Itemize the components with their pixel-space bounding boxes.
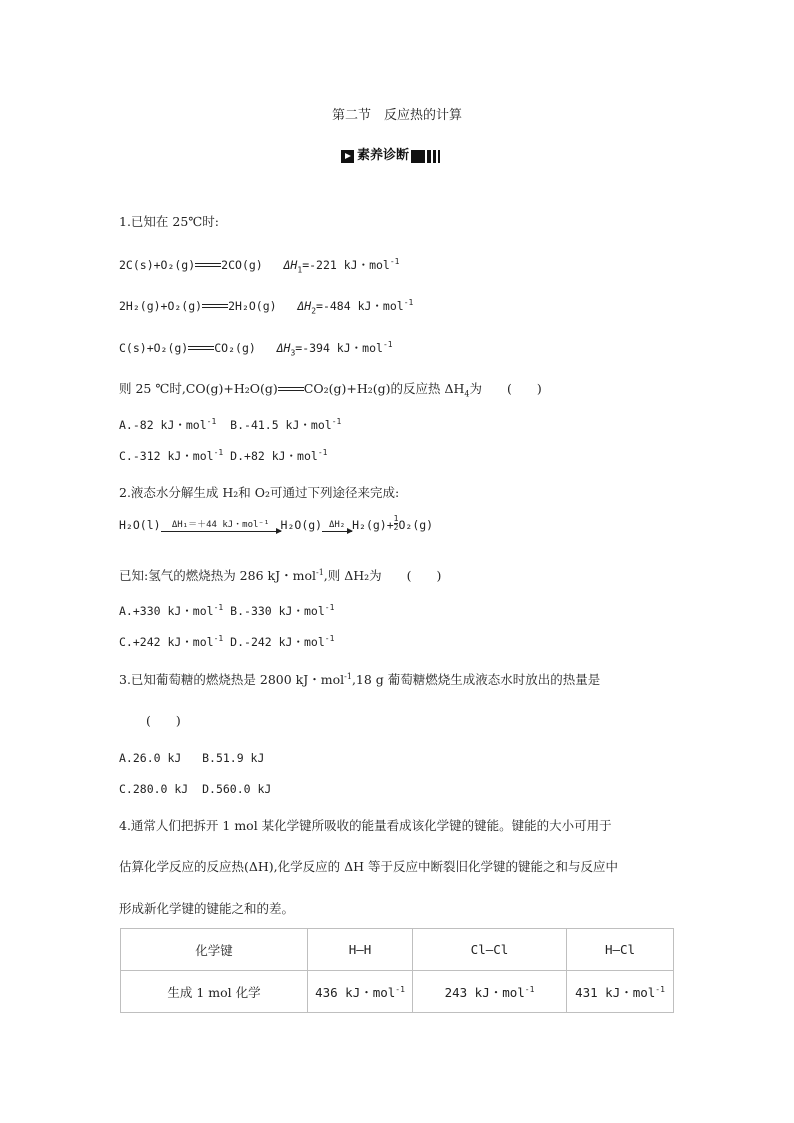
banner-label: 素养诊断 <box>357 148 410 163</box>
banner-bar-2 <box>427 150 431 163</box>
q1-equation-3 <box>119 340 393 356</box>
table-cell: 436 kJ・mol$^{-1}$ <box>308 971 413 1013</box>
question-sub: 4 <box>464 389 470 399</box>
q2-options-row-2 <box>119 634 334 650</box>
q1-equation-1 <box>119 257 400 273</box>
eq-right: CO₂(g) <box>214 341 256 355</box>
delta-h: ΔH <box>276 341 291 355</box>
table-row <box>121 971 674 1013</box>
known-exp: -1 <box>315 567 324 577</box>
table-header-cell: H—H <box>308 929 413 971</box>
arrow-1-label: ΔH₁＝＋44 kJ・mol⁻¹ <box>171 520 270 530</box>
q2-options-row-1 <box>119 603 334 619</box>
stem-pre: 3.已知葡萄糖的燃烧热是 2800 kJ・mol <box>119 672 345 687</box>
dh-sub: 3 <box>290 348 296 358</box>
q1-equation-2 <box>119 298 413 314</box>
table-row-label: 生成 1 mol 化学 <box>121 971 308 1013</box>
bond-energy-table <box>120 928 674 1013</box>
option-d[interactable]: D.+82 kJ・mol$^{-1}$ <box>230 448 328 463</box>
known-pre: 已知:氢气的燃烧热为 286 kJ・mol <box>119 568 316 583</box>
unit-exp: -1 <box>382 340 393 350</box>
q1-question <box>119 381 542 397</box>
table-cell: 243 kJ・mol$^{-1}$ <box>413 971 567 1013</box>
eq-right: 2H₂O(g) <box>228 299 277 313</box>
equals-sign <box>202 303 228 311</box>
fraction-half: $\frac{1}{2}$ <box>393 514 399 532</box>
path-start: H₂O(l) <box>119 518 161 532</box>
option-b[interactable]: B.51.9 kJ <box>202 751 265 765</box>
dh-sub: 1 <box>297 265 303 275</box>
section-banner <box>341 148 440 164</box>
q3-options-row-2 <box>119 781 271 797</box>
section-title: 第二节 反应热的计算 <box>331 108 462 123</box>
equals-sign <box>278 386 304 394</box>
path-end-a: H₂(g)+ <box>352 518 394 532</box>
table-header-cell: Cl—Cl <box>413 929 567 971</box>
path-mid: H₂O(g) <box>280 518 323 532</box>
q3-options-row-1 <box>119 750 264 766</box>
option-c[interactable]: C.280.0 kJ <box>119 782 189 796</box>
q4-line-1: 4.通常人们把拆开 1 mol 某化学键所吸收的能量看成该化学键的键能。键能的大小可用于 <box>119 818 612 833</box>
q2-pathway <box>119 515 433 545</box>
arrow-2 <box>322 520 352 532</box>
option-a[interactable]: A.26.0 kJ <box>119 751 182 765</box>
eq-left: C(s)+O₂(g) <box>119 341 189 355</box>
question-mid: CO₂(g)+H₂(g)的反应热 ΔH <box>303 381 465 396</box>
play-icon <box>341 150 354 163</box>
known-post: ,则 ΔH₂为 ( ) <box>323 568 442 583</box>
q4-line-2: 估算化学反应的反应热(ΔH),化学反应的 ΔH 等于反应中断裂旧化学键的键能之和与反应中 <box>119 859 619 874</box>
equals-sign <box>195 262 221 270</box>
q2-known <box>119 568 441 584</box>
dh-value: =-221 kJ・mol <box>302 258 390 272</box>
q1-options-row-1 <box>119 417 341 433</box>
eq-left: 2C(s)+O₂(g) <box>119 258 196 272</box>
question-post: 为 ( ) <box>469 381 542 396</box>
stem-exp: -1 <box>344 671 352 681</box>
banner-bar-1 <box>411 150 425 163</box>
eq-right: 2CO(g) <box>221 258 263 272</box>
option-c[interactable]: C.+242 kJ・mol$^{-1}$ <box>119 634 224 649</box>
table-header-cell: H—Cl <box>567 929 674 971</box>
table-header-row <box>121 929 674 971</box>
option-d[interactable]: D.-242 kJ・mol$^{-1}$ <box>230 634 335 649</box>
option-a[interactable]: A.+330 kJ・mol$^{-1}$ <box>119 603 224 618</box>
unit-exp: -1 <box>403 298 414 308</box>
unit-exp: -1 <box>389 257 400 267</box>
option-b[interactable]: B.-41.5 kJ・mol$^{-1}$ <box>230 417 342 432</box>
equals-sign <box>188 345 214 353</box>
q4-line-3: 形成新化学键的键能之和的差。 <box>119 901 295 916</box>
banner-bar-3 <box>433 150 436 163</box>
option-a[interactable]: A.-82 kJ・mol$^{-1}$ <box>119 417 217 432</box>
dh-value: =-484 kJ・mol <box>316 299 404 313</box>
q3-stem <box>119 672 600 688</box>
path-end-b: O₂(g) <box>398 518 434 532</box>
option-d[interactable]: D.560.0 kJ <box>202 782 272 796</box>
q2-stem: 2.液态水分解生成 H₂和 O₂可通过下列途径来完成: <box>119 485 400 500</box>
arrow-1 <box>161 520 281 532</box>
table-header-cell: 化学键 <box>121 929 308 971</box>
arrow-2-label: ΔH₂ <box>328 520 346 530</box>
q1-stem: 1.已知在 25℃时: <box>119 214 220 229</box>
q1-options-row-2 <box>119 448 327 464</box>
option-c[interactable]: C.-312 kJ・mol$^{-1}$ <box>119 448 224 463</box>
banner-bar-4 <box>438 150 440 163</box>
dh-value: =-394 kJ・mol <box>295 341 383 355</box>
dh-sub: 2 <box>311 306 317 316</box>
eq-left: 2H₂(g)+O₂(g) <box>119 299 203 313</box>
option-b[interactable]: B.-330 kJ・mol$^{-1}$ <box>230 603 335 618</box>
delta-h: ΔH <box>283 258 298 272</box>
delta-h: ΔH <box>297 299 312 313</box>
question-pre: 则 25 ℃时,CO(g)+H₂O(g) <box>119 381 278 396</box>
q3-paren: ( ) <box>146 713 181 728</box>
stem-post: ,18 g 葡萄糖燃烧生成液态水时放出的热量是 <box>351 672 601 687</box>
table-cell: 431 kJ・mol$^{-1}$ <box>567 971 674 1013</box>
